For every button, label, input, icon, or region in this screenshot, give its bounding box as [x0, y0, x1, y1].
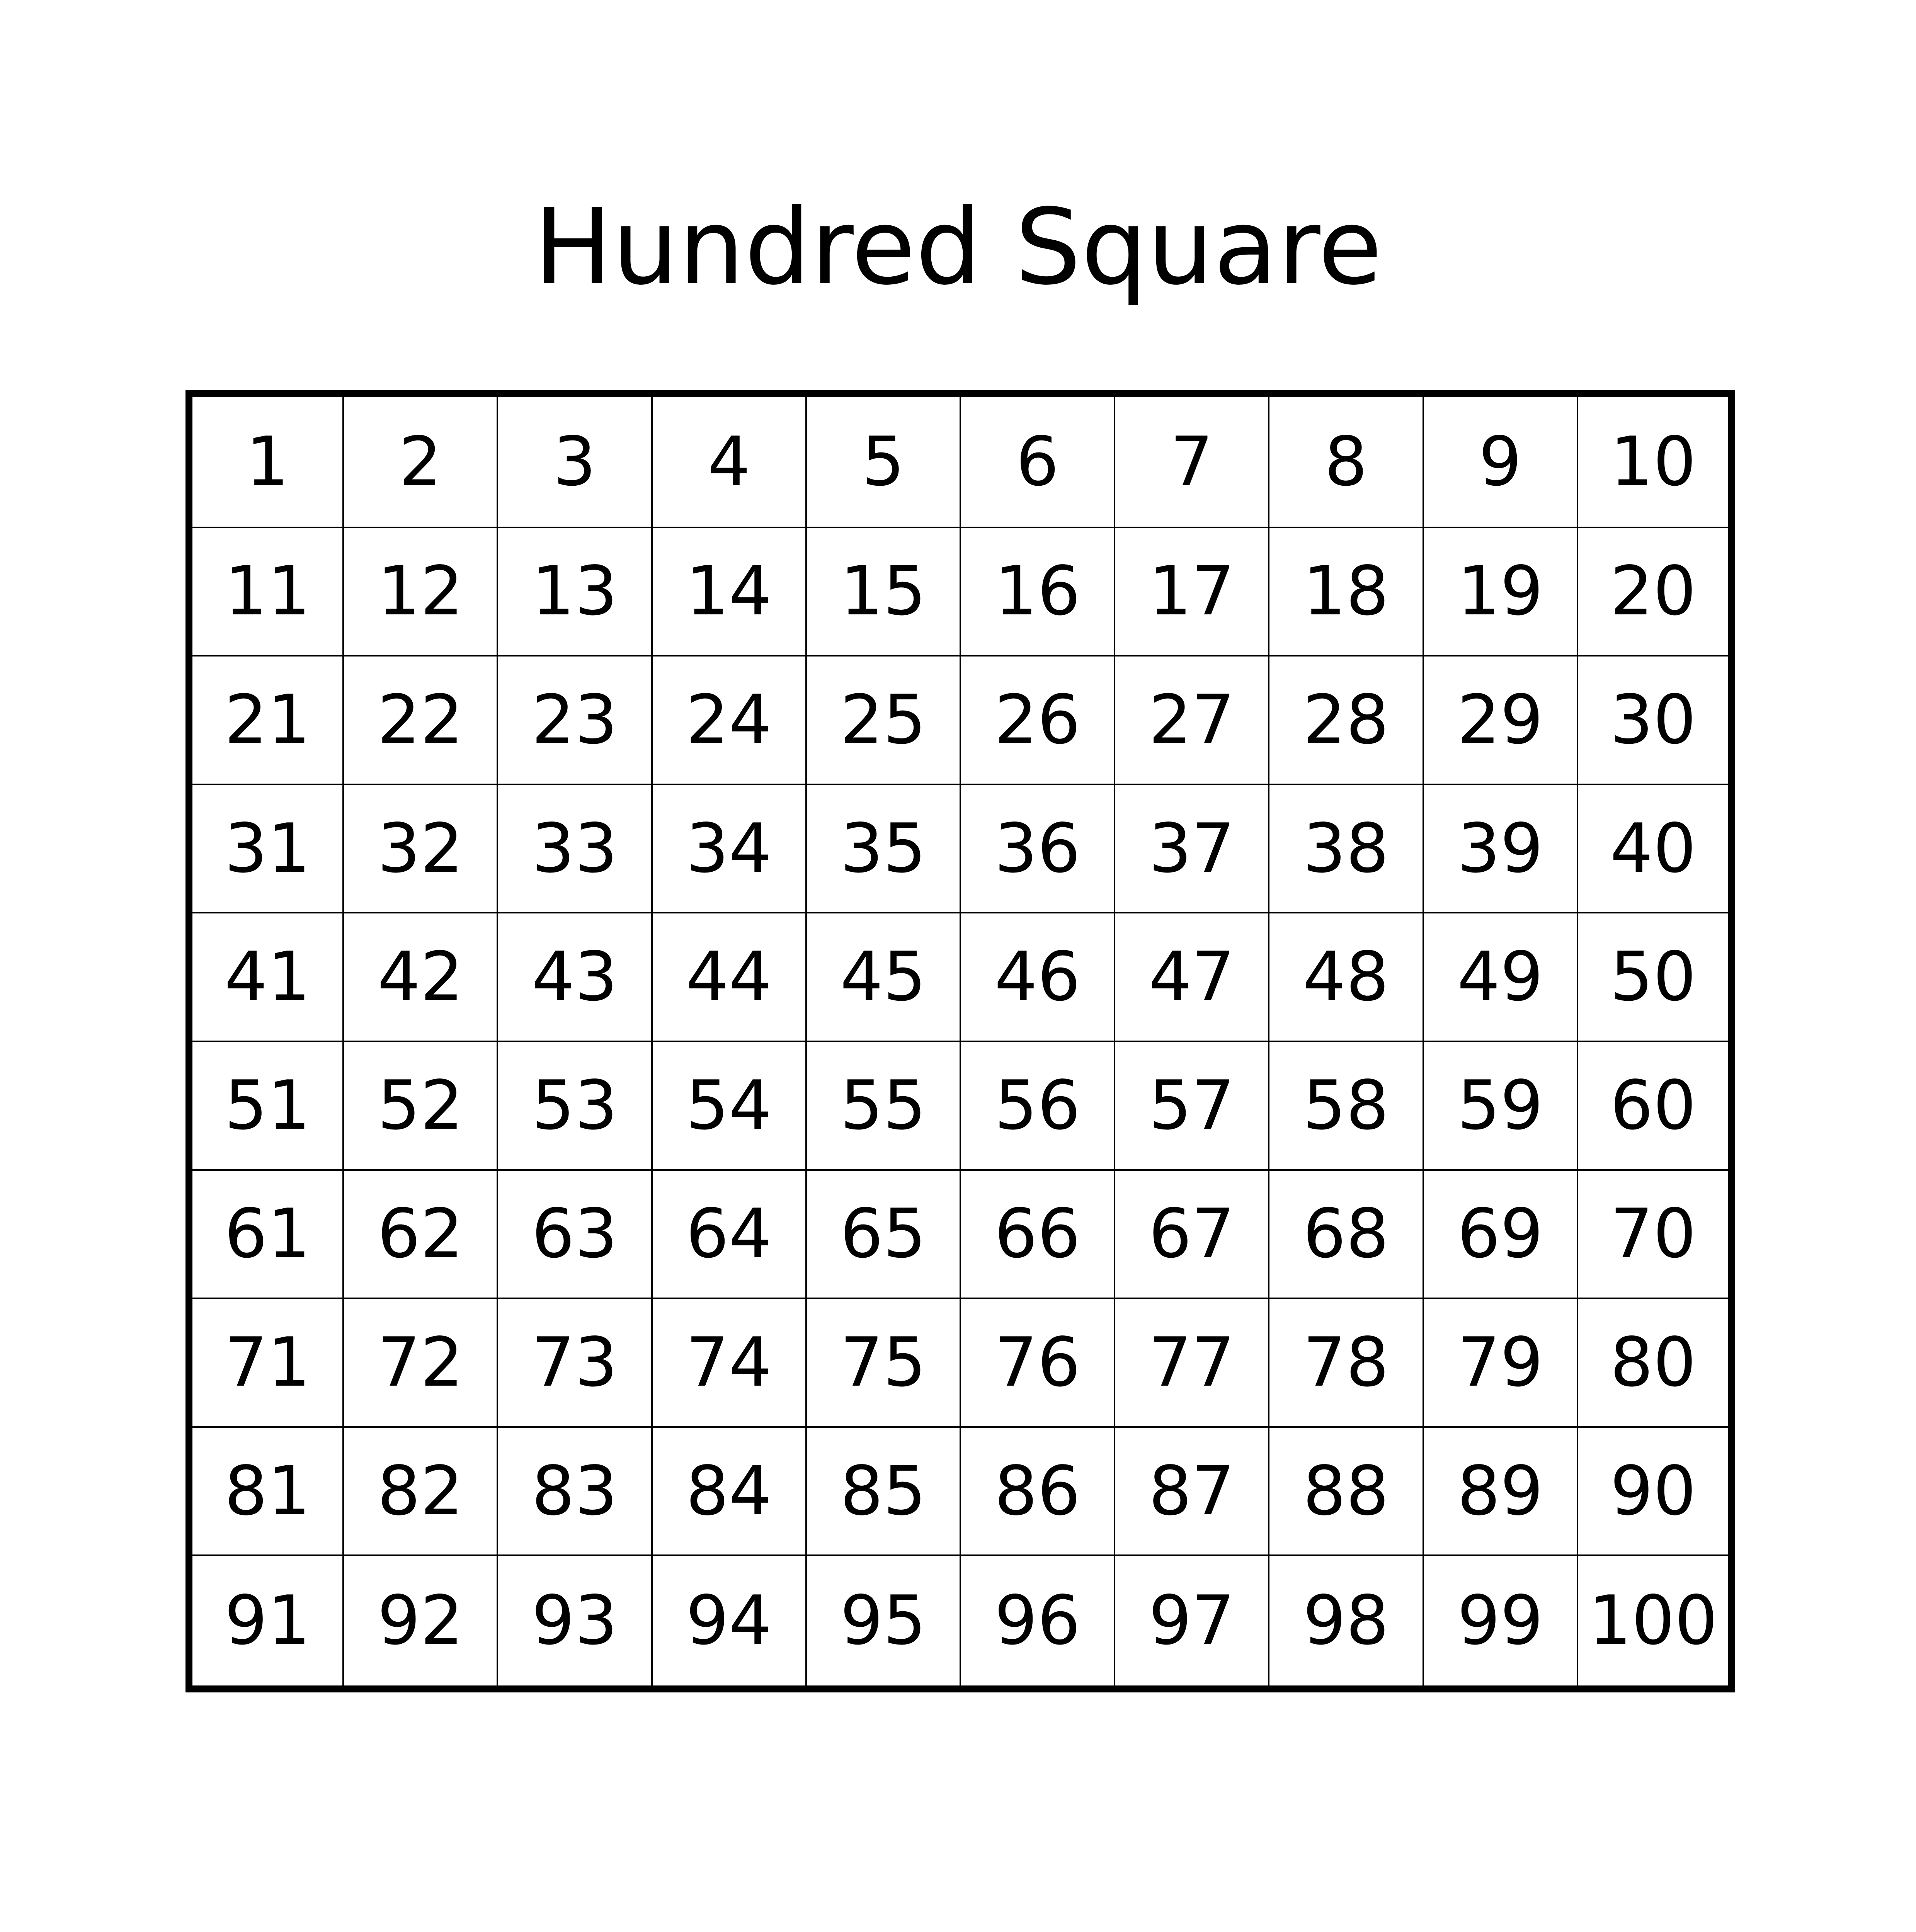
grid-cell: 4 — [652, 394, 806, 527]
grid-row — [189, 394, 1732, 527]
grid-cell: 68 — [1269, 1170, 1423, 1299]
grid-cell: 99 — [1423, 1555, 1577, 1689]
grid-cell: 75 — [806, 1298, 960, 1427]
grid-cell: 39 — [1423, 784, 1577, 913]
grid-cell: 41 — [189, 913, 343, 1041]
grid-row — [189, 1170, 1732, 1299]
grid-cell: 92 — [343, 1555, 497, 1689]
grid-cell: 14 — [652, 527, 806, 656]
grid-cell: 91 — [189, 1555, 343, 1689]
grid-cell: 70 — [1577, 1170, 1732, 1299]
grid-cell: 87 — [1115, 1427, 1269, 1556]
grid-cell: 9 — [1423, 394, 1577, 527]
grid-cell: 3 — [497, 394, 652, 527]
grid-cell: 81 — [189, 1427, 343, 1556]
grid-cell: 55 — [806, 1041, 960, 1170]
grid-body — [189, 394, 1732, 1689]
grid-cell: 74 — [652, 1298, 806, 1427]
grid-cell: 7 — [1115, 394, 1269, 527]
grid-cell: 85 — [806, 1427, 960, 1556]
grid-cell: 6 — [960, 394, 1115, 527]
grid-cell: 98 — [1269, 1555, 1423, 1689]
grid-cell: 95 — [806, 1555, 960, 1689]
grid-row — [189, 1427, 1732, 1556]
grid-cell: 59 — [1423, 1041, 1577, 1170]
grid-cell: 16 — [960, 527, 1115, 656]
grid-cell: 46 — [960, 913, 1115, 1041]
grid-cell: 5 — [806, 394, 960, 527]
grid-row — [189, 1555, 1732, 1689]
grid-cell: 10 — [1577, 394, 1732, 527]
grid-cell: 48 — [1269, 913, 1423, 1041]
grid-row — [189, 527, 1732, 656]
grid-cell: 26 — [960, 656, 1115, 784]
grid-cell: 50 — [1577, 913, 1732, 1041]
grid-row — [189, 1298, 1732, 1427]
grid-cell: 33 — [497, 784, 652, 913]
grid-cell: 71 — [189, 1298, 343, 1427]
grid-cell: 84 — [652, 1427, 806, 1556]
grid-row — [189, 784, 1732, 913]
grid-cell: 96 — [960, 1555, 1115, 1689]
grid-cell: 28 — [1269, 656, 1423, 784]
grid-cell: 65 — [806, 1170, 960, 1299]
grid-cell: 56 — [960, 1041, 1115, 1170]
grid-cell: 12 — [343, 527, 497, 656]
grid-row — [189, 656, 1732, 784]
grid-cell: 49 — [1423, 913, 1577, 1041]
grid-cell: 67 — [1115, 1170, 1269, 1299]
grid-cell: 82 — [343, 1427, 497, 1556]
grid-cell: 52 — [343, 1041, 497, 1170]
grid-cell: 29 — [1423, 656, 1577, 784]
grid-cell: 54 — [652, 1041, 806, 1170]
grid-cell: 76 — [960, 1298, 1115, 1427]
grid-cell: 21 — [189, 656, 343, 784]
grid-cell: 32 — [343, 784, 497, 913]
grid-cell: 51 — [189, 1041, 343, 1170]
grid-cell: 31 — [189, 784, 343, 913]
grid-cell: 22 — [343, 656, 497, 784]
grid-cell: 69 — [1423, 1170, 1577, 1299]
grid-cell: 42 — [343, 913, 497, 1041]
grid-cell: 27 — [1115, 656, 1269, 784]
grid-cell: 62 — [343, 1170, 497, 1299]
grid-cell: 13 — [497, 527, 652, 656]
grid-cell: 100 — [1577, 1555, 1732, 1689]
grid-cell: 72 — [343, 1298, 497, 1427]
grid-cell: 36 — [960, 784, 1115, 913]
grid-cell: 53 — [497, 1041, 652, 1170]
page-title: Hundred Square — [534, 186, 1382, 308]
grid-cell: 40 — [1577, 784, 1732, 913]
grid-cell: 15 — [806, 527, 960, 656]
grid-cell: 97 — [1115, 1555, 1269, 1689]
grid-cell: 47 — [1115, 913, 1269, 1041]
grid-cell: 43 — [497, 913, 652, 1041]
grid-cell: 83 — [497, 1427, 652, 1556]
grid-cell: 30 — [1577, 656, 1732, 784]
grid-cell: 77 — [1115, 1298, 1269, 1427]
grid-row — [189, 913, 1732, 1041]
grid-cell: 23 — [497, 656, 652, 784]
grid-cell: 24 — [652, 656, 806, 784]
grid-cell: 37 — [1115, 784, 1269, 913]
grid-cell: 19 — [1423, 527, 1577, 656]
grid-cell: 34 — [652, 784, 806, 913]
grid-cell: 17 — [1115, 527, 1269, 656]
grid-cell: 44 — [652, 913, 806, 1041]
grid-cell: 66 — [960, 1170, 1115, 1299]
grid-cell: 35 — [806, 784, 960, 913]
grid-cell: 38 — [1269, 784, 1423, 913]
grid-cell: 64 — [652, 1170, 806, 1299]
grid-cell: 25 — [806, 656, 960, 784]
grid-cell: 18 — [1269, 527, 1423, 656]
grid-cell: 79 — [1423, 1298, 1577, 1427]
grid-cell: 73 — [497, 1298, 652, 1427]
grid-cell: 2 — [343, 394, 497, 527]
grid-cell: 20 — [1577, 527, 1732, 656]
grid-cell: 78 — [1269, 1298, 1423, 1427]
grid-cell: 57 — [1115, 1041, 1269, 1170]
grid-cell: 45 — [806, 913, 960, 1041]
grid-cell: 90 — [1577, 1427, 1732, 1556]
grid-cell: 60 — [1577, 1041, 1732, 1170]
grid-cell: 89 — [1423, 1427, 1577, 1556]
grid-cell: 88 — [1269, 1427, 1423, 1556]
grid-cell: 58 — [1269, 1041, 1423, 1170]
grid-cell: 11 — [189, 527, 343, 656]
grid-cell: 63 — [497, 1170, 652, 1299]
grid-row — [189, 1041, 1732, 1170]
grid-cell: 61 — [189, 1170, 343, 1299]
grid-cell: 1 — [189, 394, 343, 527]
grid-cell: 93 — [497, 1555, 652, 1689]
grid-cell: 86 — [960, 1427, 1115, 1556]
grid-cell: 80 — [1577, 1298, 1732, 1427]
grid-cell: 94 — [652, 1555, 806, 1689]
grid-cell: 8 — [1269, 394, 1423, 527]
hundred-square-grid — [185, 390, 1735, 1692]
